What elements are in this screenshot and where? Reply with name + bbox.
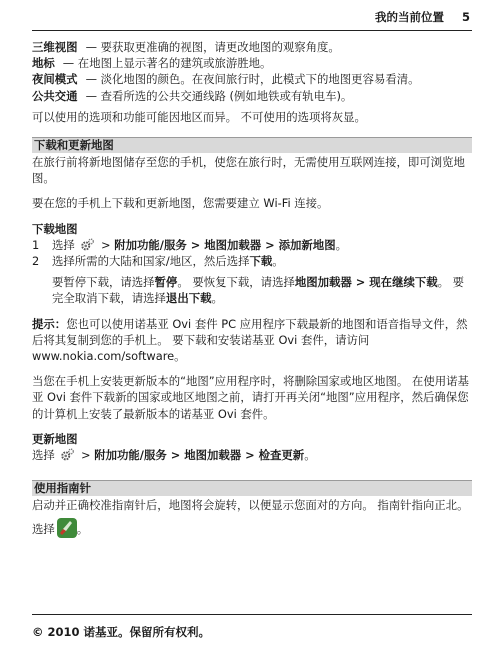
step-number: 2: [32, 254, 40, 269]
instruction-text: 。: [76, 522, 89, 537]
tip-paragraph: [32, 316, 472, 365]
update-maps-heading: 更新地图: [32, 431, 78, 446]
note-text: 。 要完全取消下载，请选择: [52, 275, 465, 306]
definition-term: 三维视图: [32, 40, 78, 54]
menu-path: 地图加载器 > 现在继续下载: [294, 275, 438, 290]
instruction-text: 选择: [32, 448, 55, 463]
definition-term: 夜间模式: [32, 72, 78, 87]
menu-item: 退出下载: [165, 291, 212, 306]
wifi-note: 要在您的手机上下载和更新地图，您需要建立 Wi-Fi 连接。: [32, 196, 329, 211]
instruction-text: 选择: [32, 522, 55, 537]
settings-gear-icon: [80, 238, 95, 252]
manual-page: [32, 0, 472, 538]
definition-desc: — 要获取更准确的视图，请更改地图的观察角度。: [85, 40, 340, 54]
step-text-part: 选择: [52, 237, 75, 252]
install-note: 当您在手机上安装更新版本的“地图”应用程序时，将删除国家或地区地图。 在使用诺基亚 Ovi 套件下载新的国家或地区地图之前，请打开再关闭“地图”应用程序，然后确保您的计算机上安装了最新版本的诺基亚 Ovi 套件。: [32, 374, 469, 421]
pause-resume-note: [32, 274, 472, 306]
section-intro: 在旅行前将新地图储存至您的手机，使您在旅行时，无需使用互联网连接，即可浏览地图。: [32, 155, 465, 186]
note-text: 要暂停下载，请选择: [52, 275, 155, 290]
page-header: [32, 0, 472, 31]
definition-desc: — 淡化地图的颜色。在夜间旅行时，此模式下的地图更容易看清。: [85, 72, 420, 87]
step-text-part: 。: [335, 237, 347, 252]
instruction-text: 。: [304, 448, 316, 463]
availability-note: 可以使用的选项和功能可能因地区而异。 不可使用的选项将灰显。: [32, 109, 366, 124]
header-title: 我的当前位置: [375, 10, 444, 24]
step-2: [32, 253, 472, 269]
definition-term: 地标: [32, 56, 55, 71]
definition-night-mode: [32, 71, 472, 87]
definition-public-transport: [32, 88, 472, 104]
step-text-part: 。: [272, 254, 284, 269]
copyright: © 2010 诺基亚。保留所有权利。: [32, 625, 211, 639]
compass-icon: [57, 518, 77, 538]
footer-divider: [32, 614, 472, 615]
section-heading-compass: 使用指南针: [32, 480, 472, 496]
step-text: [52, 237, 472, 253]
step-text: [52, 253, 472, 269]
compass-instruction: [32, 518, 472, 538]
menu-item: 暂停: [154, 275, 178, 290]
download-maps-heading: 下载地图: [32, 221, 78, 236]
step-text-part: >: [101, 237, 115, 252]
page-content: [32, 31, 472, 538]
menu-path: 附加功能/服务 > 地图加载器 > 添加新地图: [114, 237, 336, 252]
section-heading-download-update: 下载和更新地图: [32, 137, 472, 153]
step-text-part: 选择所需的大陆和国家/地区，然后选择: [52, 254, 250, 269]
tip-label: 提示：: [32, 316, 67, 331]
menu-item: 下载: [249, 254, 273, 269]
tip-text: 您也可以使用诺基亚 Ovi 套件 PC 应用程序下载最新的地图和语音指导文件，然后将其复制到您的手机上。 要下载和安装诺基亚 Ovi 套件，请访问 www.nokia.com/software。: [32, 316, 468, 364]
menu-path: 附加功能/服务 > 地图加载器 > 检查更新: [94, 448, 305, 463]
note-text: 。: [211, 291, 223, 306]
definition-desc: — 在地图上显示著名的建筑或旅游胜地。: [62, 56, 272, 71]
instruction-text: >: [81, 448, 95, 463]
step-number: 1: [32, 237, 40, 252]
note-text: 。 要恢复下载，请选择: [177, 275, 295, 290]
definition-desc: — 查看所选的公共交通线路 (例如地铁或有轨电车)。: [85, 88, 353, 103]
page-number: 5: [461, 10, 470, 24]
settings-gear-icon: [60, 448, 75, 462]
update-maps-instruction: [32, 447, 472, 463]
compass-description: 启动并正确校准指南针后，地图将会旋转，以便显示您面对的方向。 指南针指向正北。: [32, 498, 469, 513]
step-1: [32, 237, 472, 253]
definition-3d-view: [32, 39, 472, 55]
definition-landmarks: [32, 55, 472, 71]
definition-term: 公共交通: [32, 88, 78, 103]
